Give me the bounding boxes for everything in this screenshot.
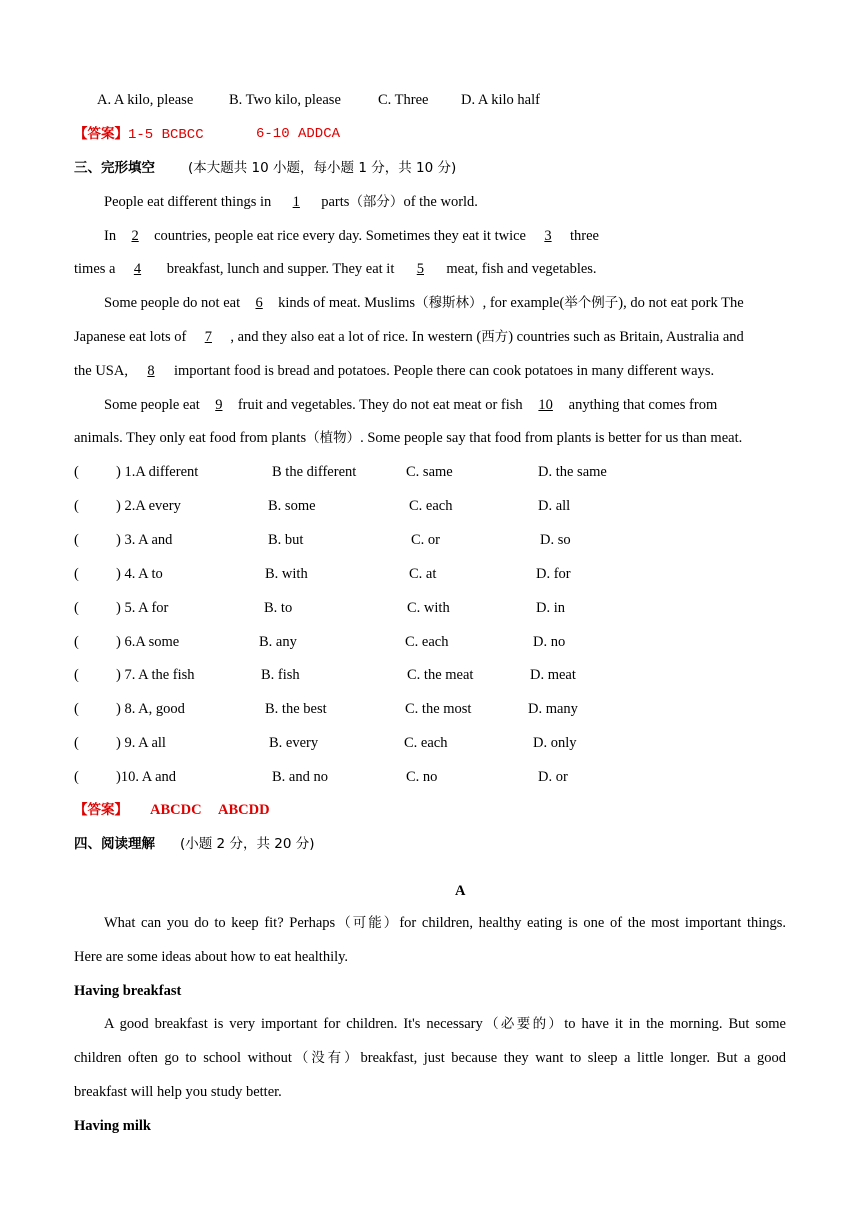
text: What can you do to keep fit? Perhaps	[104, 915, 336, 931]
option-b: B. any	[259, 634, 297, 650]
text: , for example(	[482, 295, 565, 311]
option-a: ) 2.A every	[116, 498, 181, 514]
option-c: C. the meat	[407, 667, 474, 683]
blank-4: 4	[133, 261, 142, 277]
passage-line-4	[104, 293, 744, 313]
text: breakfast, lunch and supper. They eat it	[166, 261, 395, 277]
blank-9: 9	[215, 397, 223, 413]
reading-heading: A	[455, 883, 466, 899]
answer-paren: (	[74, 498, 79, 514]
subheading-milk: Having milk	[74, 1118, 151, 1134]
answer-paren: (	[74, 600, 79, 616]
text: In	[104, 228, 117, 244]
option-d: D. the same	[538, 464, 607, 480]
answer-paren: (	[74, 532, 79, 548]
option-a: ) 7. A the fish	[116, 667, 195, 683]
option-b: B. the best	[265, 701, 327, 717]
answer-paren: (	[74, 701, 79, 717]
passage-line-5	[74, 327, 744, 347]
option-c: C. at	[409, 566, 437, 582]
text: the USA,	[74, 363, 128, 379]
option-d: D. no	[533, 634, 566, 650]
text: kinds of meat. Muslims	[278, 295, 416, 311]
option-c: C. or	[411, 532, 440, 548]
text: Some people eat	[104, 397, 200, 413]
answer-paren: (	[74, 464, 79, 480]
text: （部分）	[349, 194, 404, 210]
text: of the world.	[403, 194, 478, 210]
option-d: D. in	[536, 600, 565, 616]
answer-paren: (	[74, 769, 79, 785]
subheading-breakfast: Having breakfast	[74, 983, 182, 999]
passage-line-6	[74, 361, 714, 381]
answer-text-2: ABCDD	[218, 802, 270, 818]
answer-paren: (	[74, 566, 79, 582]
blank-1: 1	[292, 194, 300, 210]
option-b: B. every	[269, 735, 319, 751]
section-3-title: 三、完形填空	[74, 160, 155, 176]
text: to have it in the morning. But some	[564, 1016, 786, 1032]
passage-line-1	[104, 192, 478, 212]
blank-8: 8	[147, 363, 155, 379]
text: parts	[321, 194, 350, 210]
text: （必要的）	[482, 1016, 565, 1032]
option-c: C. same	[406, 464, 453, 480]
option-b: B the different	[272, 464, 357, 480]
option-d: D. or	[538, 769, 568, 785]
text: important food is bread and potatoes. People there can cook potatoes in many different ways.	[173, 363, 715, 379]
blank-3: 3	[544, 228, 552, 244]
text: 举个例子	[564, 295, 619, 311]
text: （没有）	[291, 1050, 361, 1066]
text: children often go to school without	[74, 1050, 292, 1066]
text: ) countries such as Britain, Australia and	[508, 329, 744, 345]
prev-option-c: C. Three	[378, 92, 429, 108]
blank-5: 5	[416, 261, 424, 277]
option-a: )10. A and	[116, 769, 177, 785]
option-a: ) 6.A some	[116, 634, 180, 650]
option-b: B. with	[265, 566, 308, 582]
passage-line-3	[74, 259, 597, 279]
passage-line-2	[104, 226, 599, 246]
text: for children, healthy eating is one of the most important things.	[399, 915, 787, 931]
text: times a	[74, 261, 116, 277]
passage-line-8	[74, 428, 742, 448]
text: countries, people eat rice every day. Sometimes they eat it twice	[154, 228, 526, 244]
answer-label: 【答案】	[74, 802, 128, 818]
option-c: C. with	[407, 600, 450, 616]
passage-line-7	[104, 395, 717, 415]
text: （可能）	[335, 915, 400, 931]
answer-key-1	[74, 124, 204, 145]
option-a: ) 5. A for	[116, 600, 169, 616]
prev-option-b: B. Two kilo, please	[229, 92, 341, 108]
blank-6: 6	[255, 295, 263, 311]
text: （植物）	[306, 430, 361, 446]
answer-label: 【答案】	[74, 126, 128, 142]
section-4-heading	[74, 834, 155, 854]
answer-key-2	[74, 800, 128, 820]
prev-option-a: A. A kilo, please	[97, 92, 194, 108]
option-b: B. fish	[261, 667, 300, 683]
option-a: ) 9. A all	[116, 735, 166, 751]
text: 西方	[481, 329, 509, 345]
text: Some people do not eat	[104, 295, 241, 311]
option-a: ) 1.A different	[116, 464, 199, 480]
section-3-note: (本大题共 10 小题，每小题 1 分，共 10 分)	[188, 160, 457, 176]
option-b: B. and no	[272, 769, 328, 785]
text: fruit and vegetables. They do not eat meat or fish	[237, 397, 523, 413]
option-a: ) 3. A and	[116, 532, 173, 548]
blank-7: 7	[204, 329, 212, 345]
reading-line-3	[104, 1014, 786, 1034]
option-c: C. the most	[405, 701, 472, 717]
option-b: B. to	[264, 600, 293, 616]
text: （穆斯林）	[415, 295, 483, 311]
option-d: D. so	[540, 532, 571, 548]
option-d: D. for	[536, 566, 571, 582]
reading-line-2: Here are some ideas about how to eat healthily.	[74, 949, 349, 965]
option-b: B. but	[268, 532, 304, 548]
prev-option-d: D. A kilo half	[461, 92, 540, 108]
option-d: D. many	[528, 701, 578, 717]
section-3-heading	[74, 158, 155, 178]
text: ), do not eat pork The	[618, 295, 744, 311]
option-a: ) 8. A, good	[116, 701, 185, 717]
answer-paren: (	[74, 634, 79, 650]
option-b: B. some	[268, 498, 316, 514]
text: three	[569, 228, 599, 244]
reading-line-5: breakfast will help you study better.	[74, 1084, 282, 1100]
reading-line-4	[74, 1048, 786, 1068]
text: animals. They only eat food from plants	[74, 430, 307, 446]
option-d: D. only	[533, 735, 577, 751]
option-d: D. all	[538, 498, 571, 514]
blank-2: 2	[131, 228, 139, 244]
option-c: C. no	[406, 769, 438, 785]
text: breakfast, just because they want to sleep a little longer. But a good	[360, 1050, 786, 1066]
answer-text: ABCDC	[150, 802, 202, 818]
option-c: C. each	[405, 634, 449, 650]
text: Japanese eat lots of	[74, 329, 187, 345]
reading-line-1	[104, 913, 786, 933]
text: People eat different things in	[104, 194, 272, 210]
option-d: D. meat	[530, 667, 576, 683]
answer-text: 1-5 BCBCC	[128, 127, 204, 143]
option-a: ) 4. A to	[116, 566, 163, 582]
section-4-note: (小题 2 分，共 20 分)	[180, 836, 315, 852]
text: anything that comes from	[568, 397, 718, 413]
option-c: C. each	[409, 498, 453, 514]
text: A good breakfast is very important for children. It's necessary	[104, 1016, 483, 1032]
section-4-title: 四、阅读理解	[74, 836, 155, 852]
option-c: C. each	[404, 735, 448, 751]
text: , and they also eat a lot of rice. In western (	[230, 329, 482, 345]
text: meat, fish and vegetables.	[446, 261, 597, 277]
blank-10: 10	[538, 397, 553, 413]
answer-text-2: 6-10 ADDCA	[256, 126, 341, 142]
answer-paren: (	[74, 667, 79, 683]
text: . Some people say that food from plants is better for us than meat.	[360, 430, 743, 446]
answer-paren: (	[74, 735, 79, 751]
